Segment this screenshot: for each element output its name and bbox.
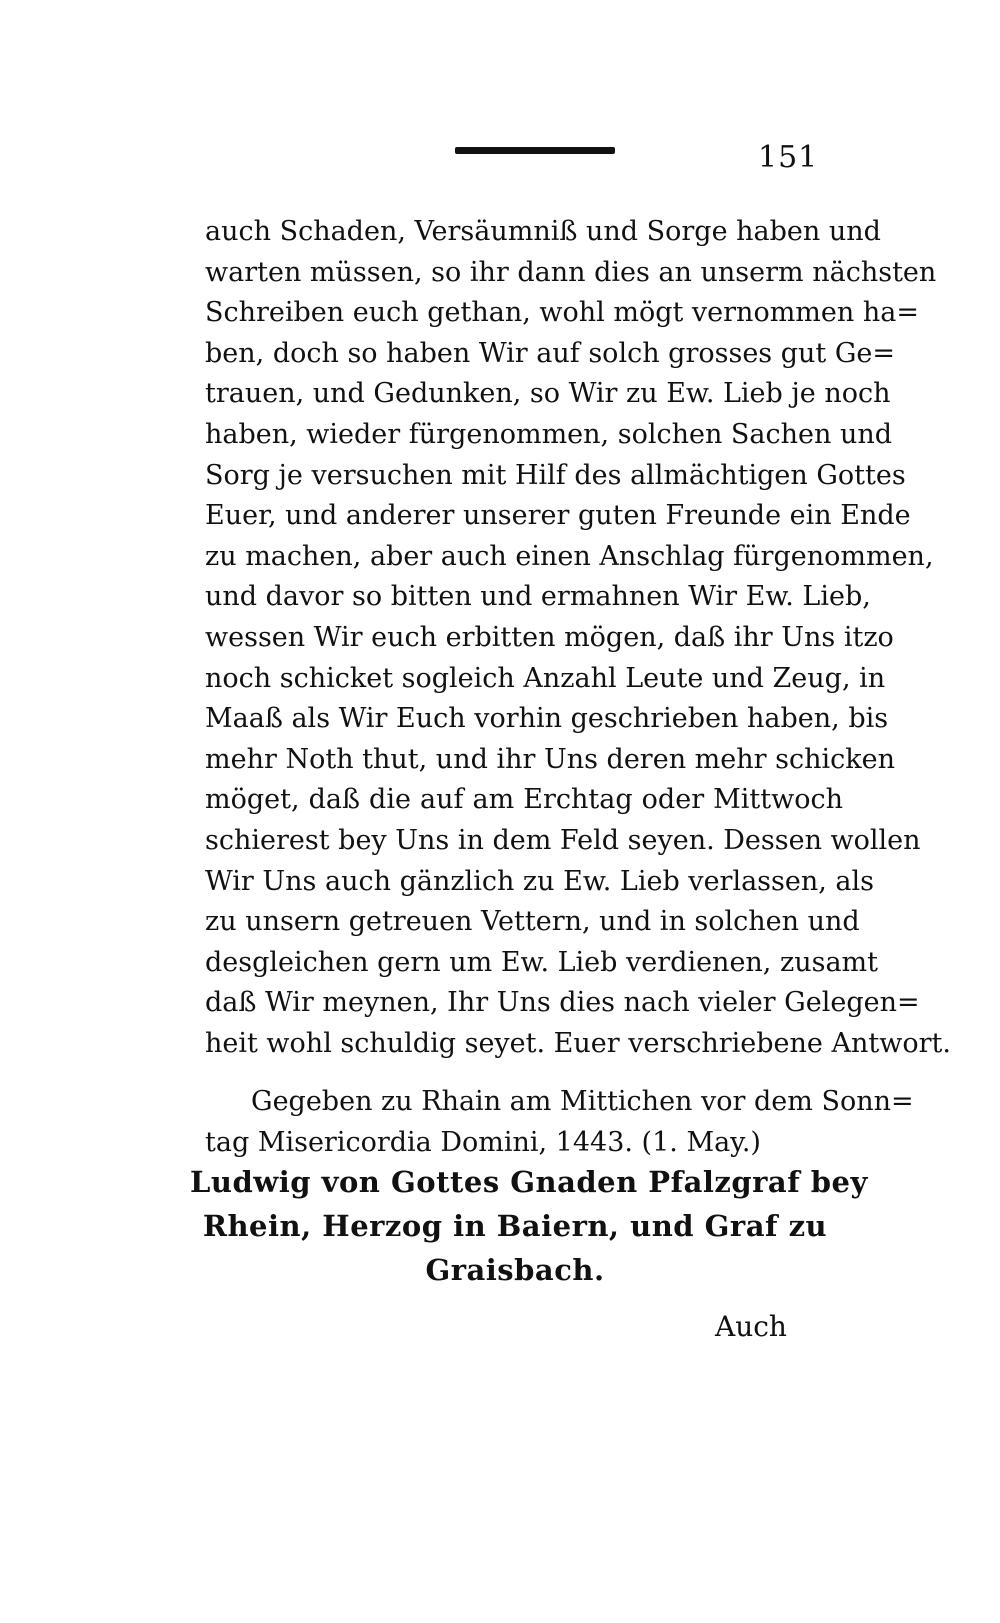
body-line: Maaß als Wir Euch vorhin geschrieben haben, bis (205, 703, 889, 735)
body-line: wessen Wir euch erbitten mögen, daß ihr Uns itzo (205, 621, 894, 653)
body-line: heit wohl schuldig seyet. Euer verschriebene Antwort. (205, 1027, 951, 1059)
body-line: auch Schaden, Versäumniß und Sorge haben und (205, 216, 881, 247)
body-line: trauen, und Gedunken, so Wir zu Ew. Lieb je noch (205, 378, 891, 410)
signature-line: Rhein, Herzog in Baiern, und Graf zu (202, 1209, 828, 1243)
page-number: 151 (758, 140, 819, 175)
body-line: ben, doch so haben Wir auf solch grosses gut Ge= (205, 337, 896, 369)
body-line: desgleichen gern um Ew. Lieb verdienen, zusamt (205, 946, 878, 978)
body-line: haben, wieder fürgenommen, solchen Sachen und (205, 418, 893, 450)
body-line: möget, daß die auf am Erchtag oder Mittwoch (205, 784, 843, 816)
body-line: und davor so bitten und ermahnen Wir Ew. Lieb, (205, 581, 871, 613)
signature-block (190, 1160, 868, 1292)
body-line: schierest bey Uns in dem Feld seyen. Dessen wollen (205, 824, 921, 856)
dateline-line: Gegeben zu Rhain am Mittichen vor dem Sonn= (251, 1086, 914, 1117)
catchword: Auch (715, 1310, 787, 1343)
body-line: Wir Uns auch gänzlich zu Ew. Lieb verlassen, als (205, 865, 875, 897)
dateline-line: tag Misericordia Domini, 1443. (1. May.) (205, 1126, 761, 1158)
dateline (205, 1082, 914, 1163)
header-rule (455, 147, 615, 154)
body-line: Sorg je versuchen mit Hilf des allmächtigen Gottes (205, 459, 906, 491)
body-line: daß Wir meynen, Ihr Uns dies nach vieler Gelegen= (205, 987, 920, 1019)
body-line: Euer, und anderer unserer guten Freunde ein Ende (205, 500, 911, 532)
body-line: noch schicket sogleich Anzahl Leute und Zeug, in (205, 662, 886, 694)
body-line: zu machen, aber auch einen Anschlag fürgenommen, (205, 540, 934, 572)
body-line: mehr Noth thut, und ihr Uns deren mehr schicken (205, 743, 895, 775)
signature-line: Ludwig von Gottes Gnaden Pfalzgraf bey (190, 1165, 868, 1199)
body-line: Schreiben euch gethan, wohl mögt vernommen ha= (205, 297, 919, 329)
body-line: zu unsern getreuen Vettern, und in solchen und (205, 906, 860, 938)
letter-body (205, 212, 951, 1064)
signature-line: Graisbach. (425, 1253, 605, 1287)
body-line: warten müssen, so ihr dann dies an unserm nächsten (205, 256, 937, 288)
